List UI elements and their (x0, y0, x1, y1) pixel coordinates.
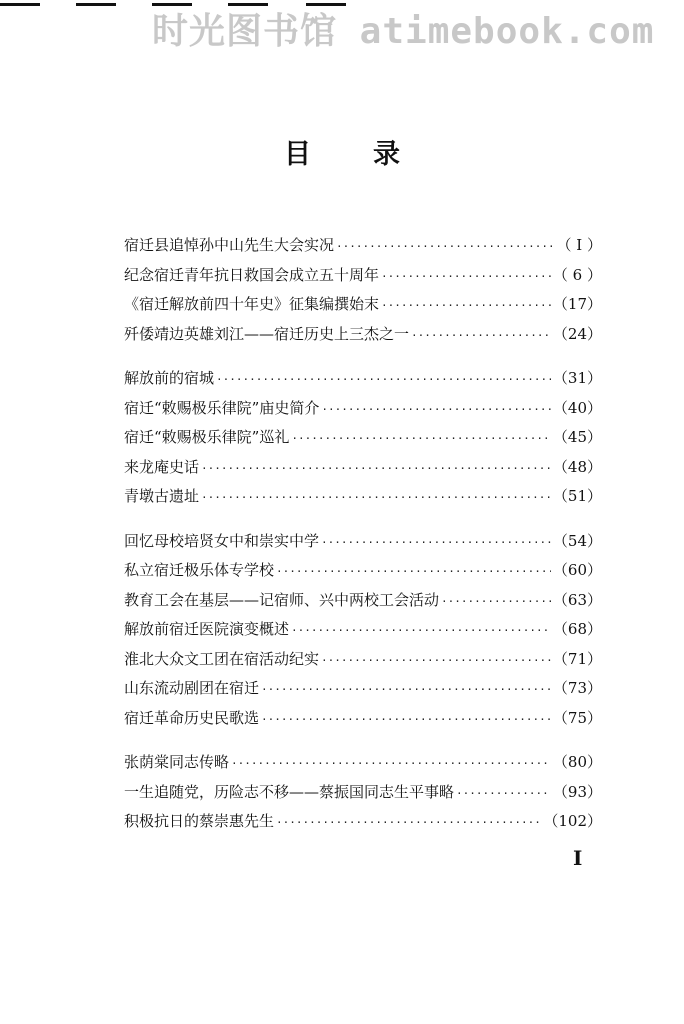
toc-entry-title: 宿迁县追悼孙中山先生大会实况 (124, 236, 335, 254)
toc-entry-page: （60） (552, 561, 602, 579)
toc-dot-leader (336, 232, 555, 262)
toc-entry (124, 394, 602, 424)
toc-entry-page: （48） (552, 457, 602, 476)
toc-entry-title: 解放前的宿城 (124, 369, 215, 387)
page-title: 目录 (284, 139, 462, 170)
top-rule (0, 3, 40, 6)
toc-entry-page: （75） (552, 708, 602, 727)
toc-entry-page: （93） (552, 782, 602, 801)
toc-entry-page: （63） (552, 590, 602, 609)
watermark: 时光图书馆 atimebook.com (152, 11, 655, 52)
toc-group (124, 231, 602, 349)
toc-dot-leader (381, 291, 551, 321)
top-rule (152, 3, 192, 6)
toc-dot-leader (261, 675, 551, 705)
toc-group (124, 364, 602, 512)
toc-entry-title: 积极抗日的蔡崇惠先生 (124, 812, 275, 830)
toc-entry-page: （54） (552, 531, 602, 550)
toc-entry-page: （73） (552, 679, 602, 697)
toc-entry (124, 748, 602, 778)
toc-entry (124, 290, 602, 320)
toc-entry-title: 山东流动剧团在宿迁 (124, 679, 260, 697)
toc-dot-leader (411, 321, 551, 351)
toc-dot-leader (321, 646, 551, 676)
toc-entry (124, 807, 602, 837)
toc-entry (124, 704, 602, 734)
toc-dot-leader (276, 808, 541, 838)
toc-entry (124, 527, 602, 557)
toc-entry-page: （45） (552, 428, 602, 446)
toc-entry-page: （24） (552, 324, 602, 343)
toc-entry-page: （102） (543, 812, 602, 830)
toc-entry-title: 宿迁“敕赐极乐律院”巡礼 (124, 428, 290, 446)
toc-dot-leader (276, 557, 551, 587)
toc-entry (124, 261, 602, 291)
toc-entry-title: 宿迁“敕赐极乐律院”庙史简介 (124, 398, 320, 417)
toc-entry-title: 解放前宿迁医院演变概述 (124, 620, 290, 638)
toc-dot-leader (201, 454, 551, 484)
toc-dot-leader (291, 424, 551, 454)
toc-entry-title: 纪念宿迁青年抗日救国会成立五十周年 (124, 265, 380, 284)
page-number: I (573, 846, 583, 870)
toc-group (124, 748, 602, 837)
toc-entry-title: 私立宿迁极乐体专学校 (124, 561, 275, 579)
toc-entry (124, 453, 602, 483)
toc-dot-leader (456, 779, 551, 809)
toc-entry-title: 教育工会在基层——记宿师、兴中两校工会活动 (124, 590, 440, 609)
toc-entry-title: 一生追随党，历险志不移——蔡振国同志生平事略 (124, 782, 455, 801)
toc-dot-leader (321, 528, 551, 558)
toc-entry-page: （ I ） (556, 236, 602, 254)
toc-entry-title: 淮北大众文工团在宿活动纪实 (124, 649, 320, 668)
toc-entry-page: （ 6 ） (552, 265, 602, 284)
toc-entry-page: （71） (552, 649, 602, 668)
top-rule (228, 3, 268, 6)
toc-group (124, 527, 602, 734)
toc-entry-title: 张荫棠同志传略 (124, 753, 230, 771)
toc-entry-title: 来龙庵史话 (124, 457, 200, 476)
toc-dot-leader (381, 262, 551, 292)
toc-entry (124, 586, 602, 616)
toc-entry-page: （68） (552, 620, 602, 638)
toc-entry-title: 青墩古遗址 (124, 487, 200, 505)
toc-dot-leader (231, 749, 551, 779)
toc-entry (124, 320, 602, 350)
toc-entry (124, 556, 602, 586)
toc-entry (124, 231, 602, 261)
toc-entry-page: （80） (552, 753, 602, 771)
toc-dot-leader (441, 587, 551, 617)
table-of-contents (124, 231, 602, 852)
toc-entry (124, 482, 602, 512)
toc-entry (124, 645, 602, 675)
toc-entry-page: （51） (552, 487, 602, 505)
toc-entry-page: （40） (552, 398, 602, 417)
toc-entry-title: 歼倭靖边英雄刘江——宿迁历史上三杰之一 (124, 324, 410, 343)
toc-entry (124, 674, 602, 704)
top-rule (76, 3, 116, 6)
toc-entry-title: 《宿迁解放前四十年史》征集编撰始末 (124, 295, 380, 313)
toc-entry (124, 364, 602, 394)
toc-dot-leader (216, 365, 551, 395)
toc-dot-leader (201, 483, 551, 513)
toc-entry-page: （17） (552, 295, 602, 313)
toc-entry-title: 宿迁革命历史民歌选 (124, 708, 260, 727)
toc-entry (124, 423, 602, 453)
toc-entry (124, 615, 602, 645)
top-rule (306, 3, 346, 6)
toc-entry-page: （31） (552, 369, 602, 387)
toc-dot-leader (261, 705, 551, 735)
toc-entry-title: 回忆母校培贤女中和崇实中学 (124, 531, 320, 550)
toc-dot-leader (291, 616, 551, 646)
toc-dot-leader (321, 395, 551, 425)
toc-entry (124, 778, 602, 808)
